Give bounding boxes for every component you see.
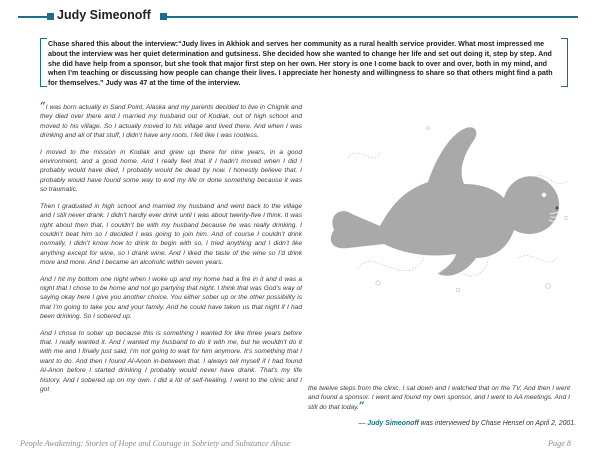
header-rule-right: [162, 16, 578, 18]
open-quote-mark: “: [40, 101, 46, 112]
close-quote-mark: ”: [358, 400, 365, 412]
story-paragraph: “I was born actually in Sand Point, Alaska and my parents decided to live in Chignik and they died over there and I married my husband out of Kodiak, out of high school and moved to his village. So I actually moved to his village and lived there. And when I was drinking and all of that stuff, I didn’t have any roots. I felt like I was rootless.: [40, 101, 302, 140]
story-paragraph: And I hit my bottom one night when I woke up and my home had a fire in it and it was a night that I chose to be home and not go partying that night. I think that was God’s way of saying okay here I give you another choice. You either sober up or the other possibility is that I’m going to take you and your family. And he could have taken us that night if I had been drinking. So I sobered up.: [40, 275, 302, 321]
story-paragraph: the twelve steps from the clinic. I sat down and I watched that on the TV. And then I went and found a sponsor. I went and found my own sponsor, and I went to AA meetings. And I still do that today.”: [308, 385, 570, 412]
page-title: Judy Simeonoff: [57, 8, 151, 22]
story-column-right: [308, 384, 570, 419]
seal-illustration: [318, 98, 580, 298]
story-paragraph: I moved to the mission in Kodiak and grew up there for nine years, in a good environment, and a good home. And I really feel that if I hadn’t moved when I did I probably would have died, I probably would be dead by now. I honestly believe that. I probably would have found some way to end my life or done something because it was so traumatic.: [40, 148, 302, 194]
footer-book-title: People Awakening: Stories of Hope and Courage in Sobriety and Substance Abuse: [20, 439, 291, 448]
story-column-left: [40, 103, 302, 402]
intro-text: Chase shared this about the interview:“Judy lives in Akhiok and serves her community as a rural health service provider. What most impressed me about the interview was her quiet determination and gutsiness. She decided how she wanted to change her life and set out doing it, step by step. And she did have help from a sponsor, but she took that major first step on her own. Her story is one I come back to over and over, both in my mind, and when I’m teaching or discussing how people can change their lives. I appreciate her honesty and willingness to share so that others might find a path for themselves.” Judy was 47 at the time of the interview.: [48, 40, 553, 88]
story-paragraph: Then I graduated in high school and married my husband and went back to the village and I still never drank. I didn’t hardly ever drink until I was about twenty-five I think. It was right about then that, I couldn’t be with my husband because he was really drinking. I couldn’t beat him so I decided I was going to join him. And of course I couldn’t drink normally, I didn’t know how to drink to begin with so, I tried anything and I didn’t like anything except for wine, so I drank wine. And I liked the taste of the wine so I’d drink more and more. And I became an alcoholic within seven years.: [40, 202, 302, 266]
story-paragraph: And I chose to sober up because this is something I wanted for like three years before that. I really wanted it. And I wanted my husband to do it with me, but he wouldn’t do it with me and I finally just said, I’m not going to wait for him anymore. It’s something that I want to do. And then I found Al-Anon in-between that. I always tell myself if I had found Al-Anon before I started drinking I probably would never have drank. That’s my life history. And I sobered up on my own. I did a lot of self-healing. I went to the clinic and I got: [40, 329, 302, 393]
credit-name: Judy Simeonoff: [367, 420, 419, 427]
header-rule-left: [18, 16, 48, 18]
page-number: Page 8: [548, 439, 571, 448]
header-square-left: [47, 13, 54, 20]
interview-credit: — Judy Simeonoff was interviewed by Chase Hensel on April 2, 2001.: [358, 420, 576, 427]
